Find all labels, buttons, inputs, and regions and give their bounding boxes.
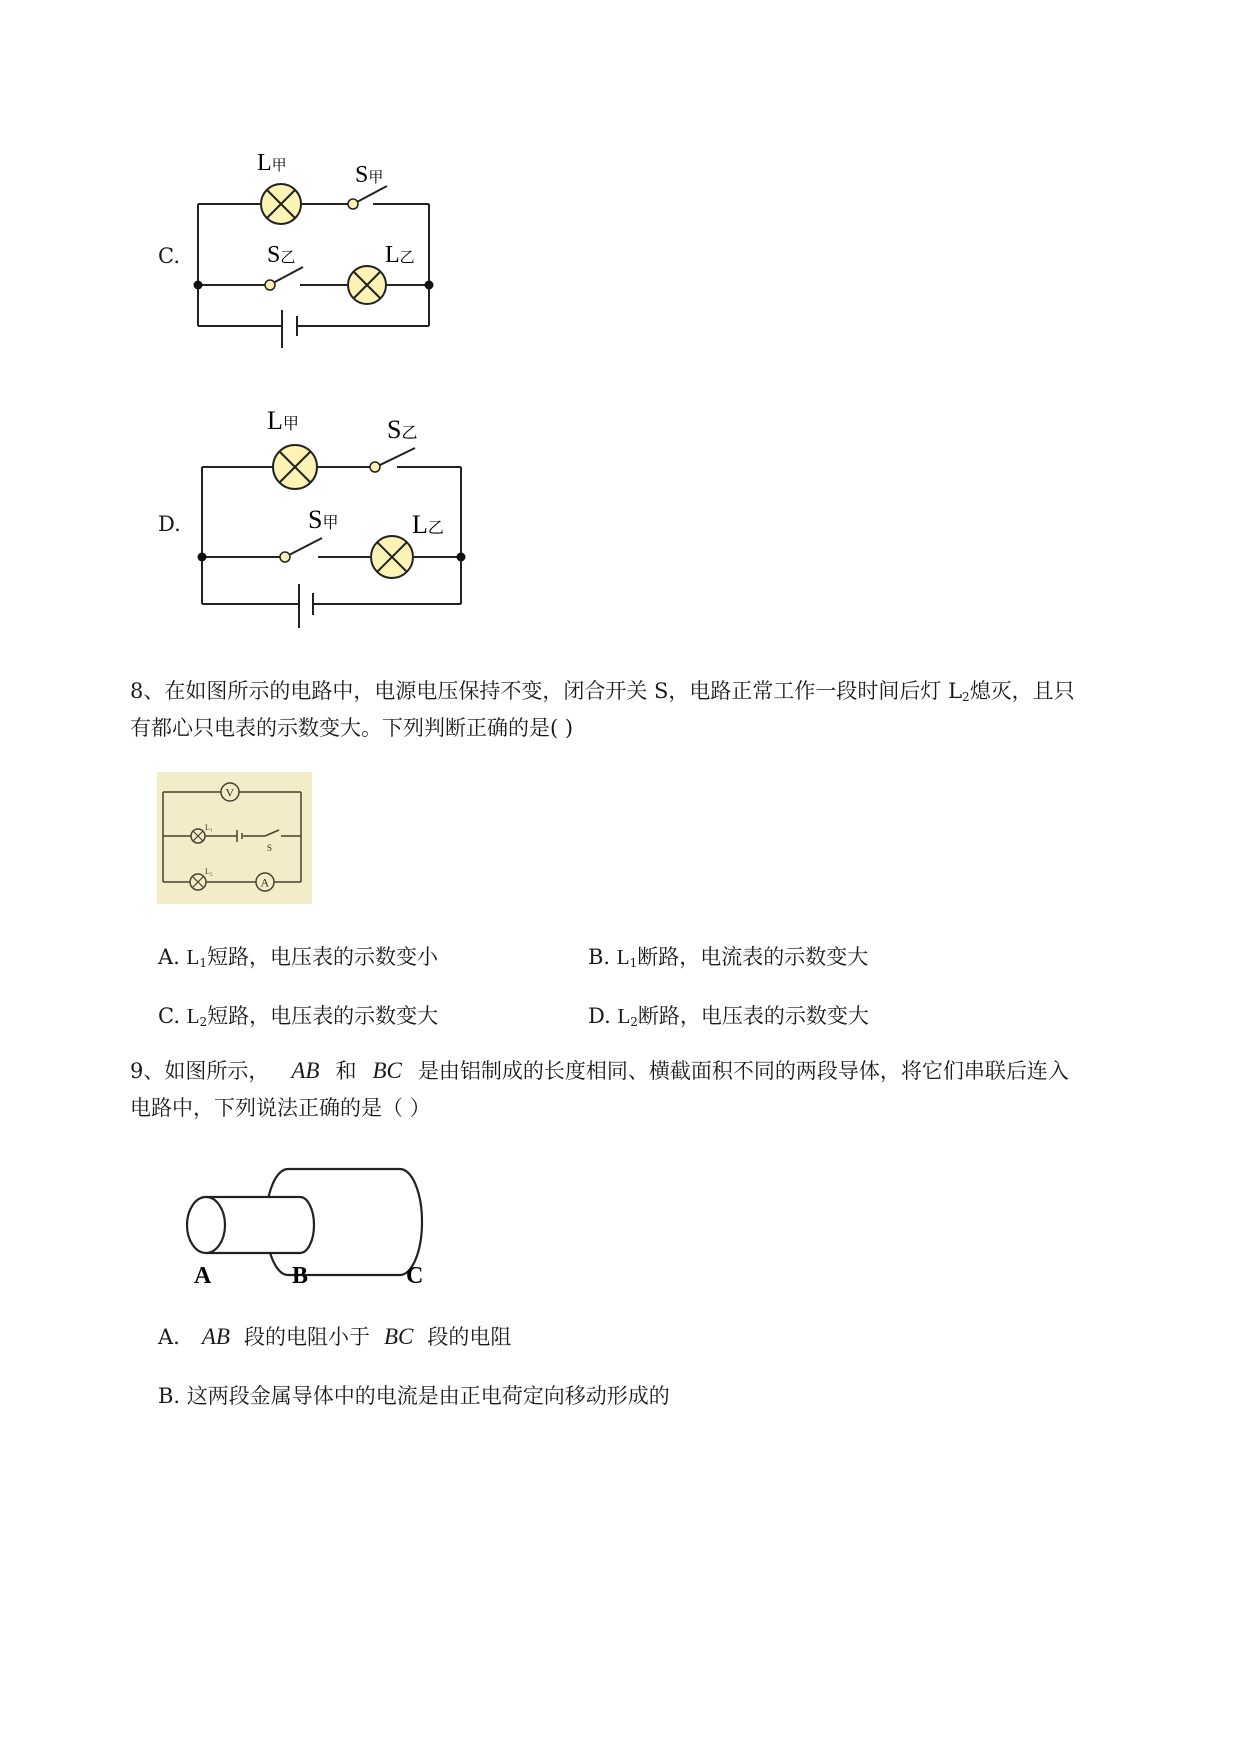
q9-option-a[interactable]: A. AB 段的电阻小于 BC 段的电阻 <box>158 1324 512 1349</box>
q8-option-a[interactable]: A. $L_1$短路，电压表的示数变小 <box>158 945 438 970</box>
svg-text:L₁: L₁ <box>205 823 213 832</box>
switch-bottom-d-pivot <box>280 552 290 562</box>
junction-left-c <box>194 281 203 290</box>
q9-option-b[interactable]: B. 这两段金属导体中的电流是由正电荷定向移动形成的 <box>158 1384 670 1408</box>
voltmeter-icon <box>221 783 239 801</box>
lamp-top-c-label: L甲 <box>257 150 287 176</box>
switch-s-label: S <box>267 843 273 853</box>
q8-option-b[interactable]: B. $L_1$断路，电流表的示数变大 <box>588 945 869 970</box>
svg-text:A: A <box>260 875 270 890</box>
q8-circuit-photo <box>157 772 312 904</box>
junction-left-d <box>198 553 207 562</box>
q9-conductor-figure <box>180 1165 440 1290</box>
lamp-bottom-d-label: L乙 <box>412 510 444 539</box>
switch-top-c-pivot <box>348 199 358 209</box>
q9-stem-line2: 电路中，下列说法正确的是（ ） <box>130 1096 431 1120</box>
q8-stem-line1: 8、在如图所示的电路中，电源电压保持不变，闭合开关 S，电路正常工作一段时间后灯 $L_2$熄灭，且只 <box>130 679 1075 704</box>
lamp-top-d-label: L甲 <box>267 406 299 435</box>
q8-stem-line2: 有都心只电表的示数变大。下列判断正确的是( ) <box>130 716 574 740</box>
circuit-diagram-d <box>185 398 485 638</box>
lamp-bottom-c-label: L乙 <box>385 242 415 268</box>
ammeter-icon <box>256 873 274 891</box>
lamp-top-c <box>261 184 301 224</box>
svg-text:V: V <box>225 785 235 800</box>
option-d-label: D. <box>158 512 181 536</box>
lamp-top-d <box>273 445 317 489</box>
switch-top-c-label: S甲 <box>355 162 384 188</box>
lamp-bottom-c <box>348 266 386 304</box>
lamp-bottom-d <box>371 536 413 578</box>
option-c-label: C. <box>158 244 180 268</box>
q8-option-d[interactable]: D. $L_2$断路，电压表的示数变大 <box>588 1004 869 1029</box>
junction-right-d <box>457 553 466 562</box>
switch-top-d-label: S乙 <box>387 415 418 444</box>
junction-right-c <box>425 281 434 290</box>
q9-stem-line1: 9、如图所示， AB 和 BC 是由铝制成的长度相同、横截面积不同的两段导体，将它们串联后连入 <box>130 1058 1069 1083</box>
point-b-label: B <box>292 1263 309 1289</box>
switch-bottom-d-label: S甲 <box>308 505 339 534</box>
switch-top-d-pivot <box>370 462 380 472</box>
circuit-diagram-c <box>185 140 455 360</box>
switch-bottom-c-pivot <box>265 280 275 290</box>
point-c-label: C <box>406 1263 424 1289</box>
svg-text:L₂: L₂ <box>205 867 213 876</box>
q8-option-c[interactable]: C. $L_2$短路，电压表的示数变大 <box>158 1004 439 1029</box>
switch-bottom-c-label: S乙 <box>267 242 296 268</box>
point-a-label: A <box>194 1263 212 1289</box>
